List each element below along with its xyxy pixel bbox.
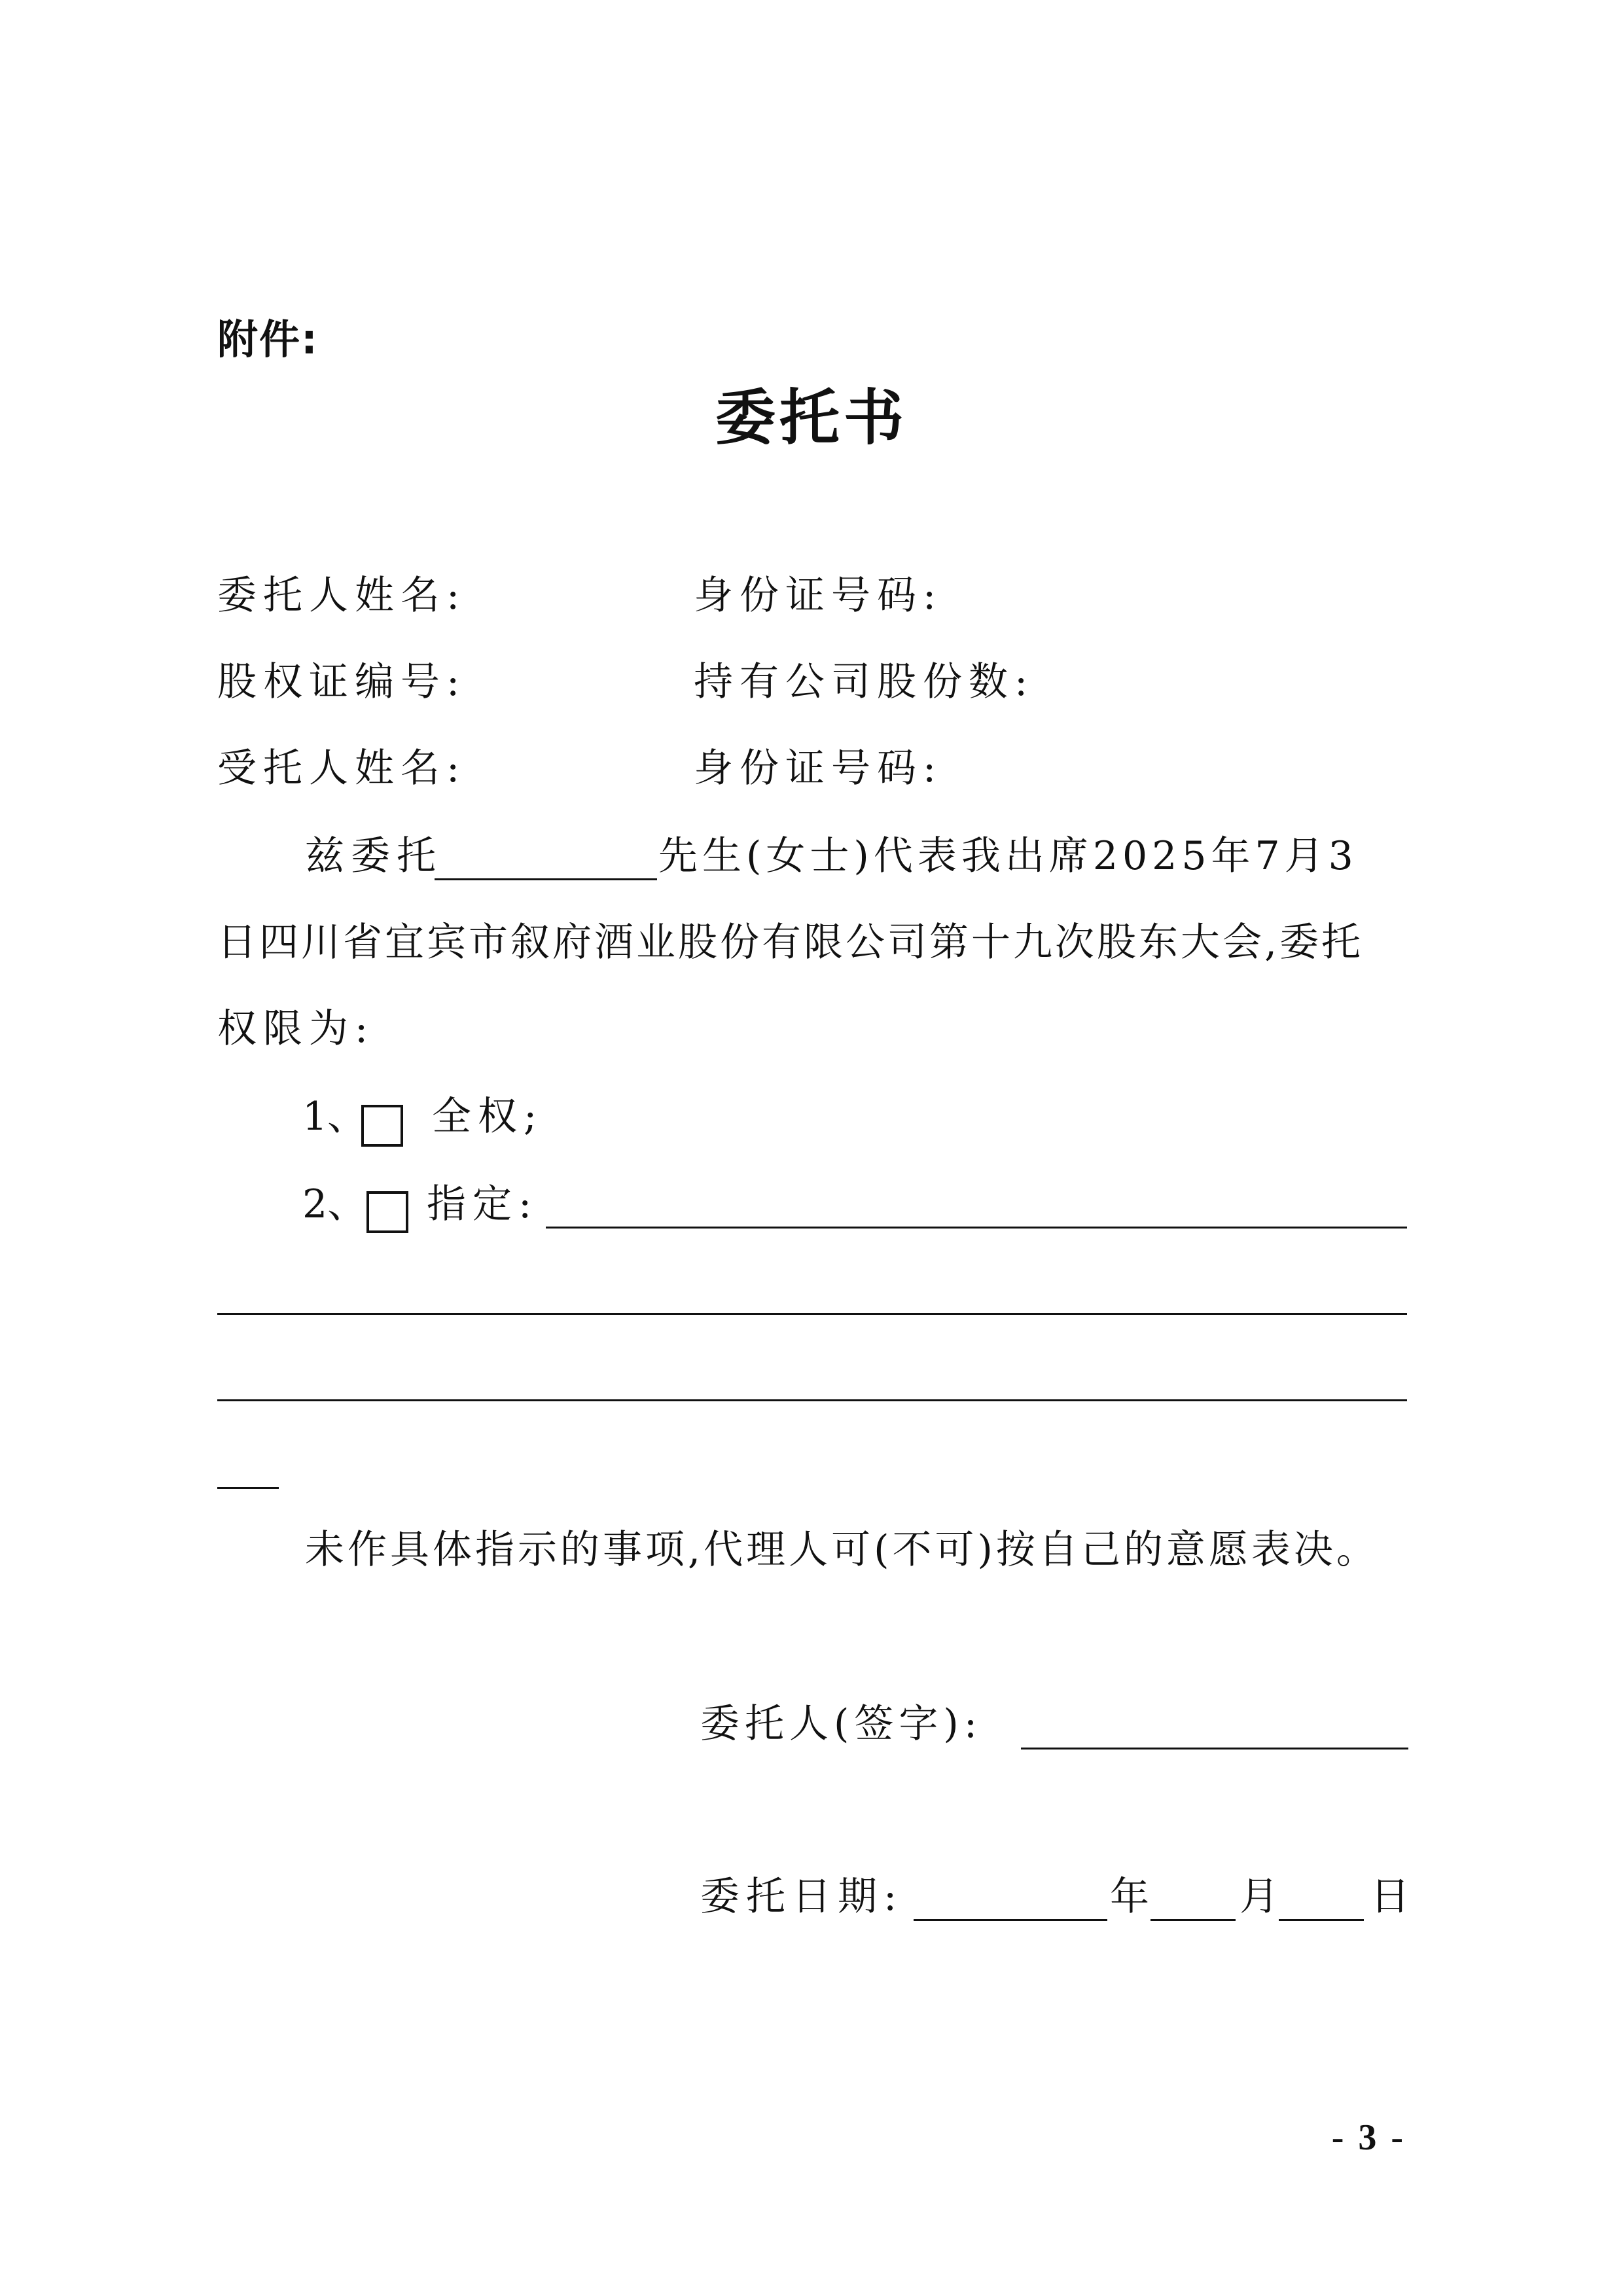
paragraph-line2: 日四川省宜宾市叙府酒业股份有限公司第十九次股东大会,委托 [217,920,1364,965]
date-month-blank[interactable] [1150,1919,1236,1921]
year-label: 年 [1110,1874,1156,1920]
option-full-label: 全权; [432,1094,544,1139]
principal-signature-blank[interactable] [1021,1748,1408,1749]
specified-blank-line-4[interactable] [217,1487,279,1489]
date-label: 委托日期: [700,1874,904,1920]
paragraph-line1: 先生(女士)代表我出席2025年7月3 [658,833,1358,879]
date-year-blank[interactable] [914,1919,1107,1921]
date-day-blank[interactable] [1279,1919,1364,1921]
paragraph-prefix: 兹委托 [305,833,442,879]
shares-held-label: 持有公司股份数: [694,659,1035,705]
unspecified-matters-note: 未作具体指示的事项,代理人可(不可)按自己的意愿表决。 [305,1527,1379,1573]
option-specified-label: 指定: [427,1181,539,1227]
month-label: 月 [1240,1874,1285,1920]
agent-name-label: 受托人姓名: [217,745,467,791]
principal-signature-label: 委托人(签字): [700,1701,983,1747]
specified-blank-line-2[interactable] [217,1313,1407,1315]
paragraph-line3: 权限为: [217,1006,375,1052]
day-label: 日 [1370,1874,1416,1920]
document-title: 委托书 [715,382,908,453]
agent-name-blank[interactable] [435,878,657,880]
specified-blank-line-3[interactable] [217,1399,1407,1401]
attachment-label: 附件: [217,315,319,363]
specified-authority-checkbox[interactable] [366,1191,408,1233]
principal-id-label: 身份证号码: [694,573,943,619]
full-authority-checkbox[interactable] [361,1105,403,1147]
share-cert-label: 股权证编号: [217,659,467,705]
principal-name-label: 委托人姓名: [217,573,467,619]
option-specified-number: 2、 [302,1181,367,1227]
option-full-number: 1、 [302,1094,367,1139]
specified-blank-line-1[interactable] [546,1227,1407,1229]
page-number: - 3 - [1331,2117,1406,2158]
agent-id-label: 身份证号码: [694,745,943,791]
